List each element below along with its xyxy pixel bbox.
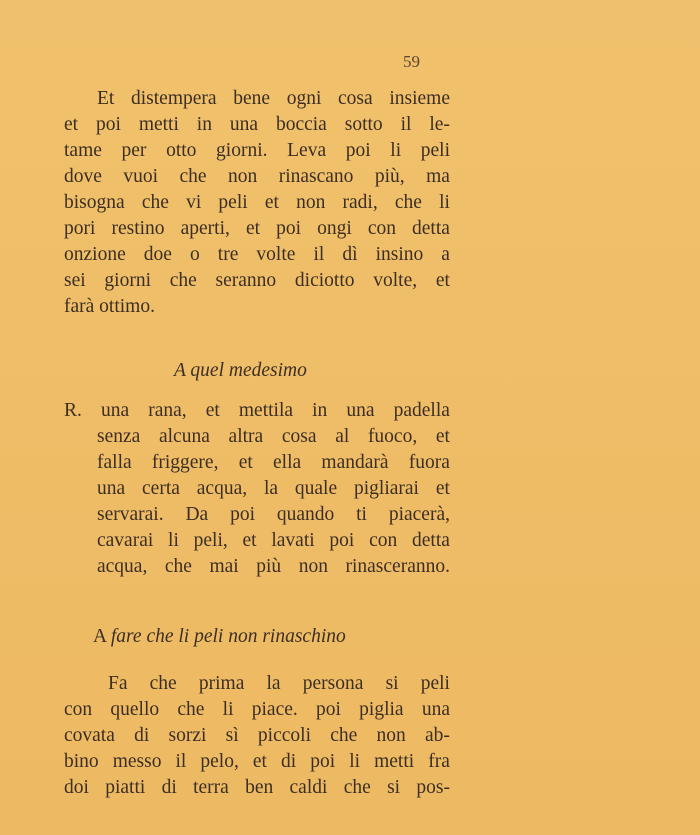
text-line: Fa che prima la persona si peli bbox=[108, 673, 450, 694]
text-line: servarai. Da poi quando ti piacerà, bbox=[97, 504, 450, 525]
text-line: con quello che li piace. poi piglia una bbox=[64, 699, 450, 720]
text-line: bino messo il pelo, et di poi li metti fra bbox=[64, 751, 450, 772]
text-line: sei giorni che seranno diciotto volte, et bbox=[64, 270, 450, 291]
text-line: senza alcuna altra cosa al fuoco, et bbox=[97, 426, 450, 447]
text-line: cavarai li peli, et lavati poi con detta bbox=[97, 530, 450, 551]
text-line: tame per otto giorni. Leva poi li peli bbox=[64, 140, 450, 161]
text-line: et poi metti in una boccia sotto il le- bbox=[64, 114, 450, 135]
section-heading-1 bbox=[174, 358, 307, 384]
text-line: doi piatti di terra ben caldi che si pos- bbox=[64, 777, 450, 798]
text-line: R. una rana, et mettila in una padella bbox=[64, 400, 450, 421]
text-line: falla friggere, et ella mandarà fuora bbox=[97, 452, 450, 473]
text-line: bisogna che vi peli et non radi, che li bbox=[64, 192, 450, 213]
text-line: dove vuoi che non rinascano più, ma bbox=[64, 166, 450, 187]
section-heading-2-lead: A bbox=[93, 626, 107, 647]
text-line: acqua, che mai più non rinasceranno. bbox=[97, 556, 450, 577]
text-line: pori restino aperti, et poi ongi con detta bbox=[64, 218, 450, 239]
text-line: una certa acqua, la quale pigliarai et bbox=[97, 478, 450, 499]
page-number: 59 bbox=[403, 52, 420, 71]
text-line: Et distempera bene ogni cosa insieme bbox=[97, 88, 450, 109]
section-heading-2 bbox=[93, 624, 346, 650]
section-heading-2-italic: fare che li peli non rinaschino bbox=[110, 626, 346, 647]
text-line: covata di sorzi sì piccoli che non ab- bbox=[64, 725, 450, 746]
text-line: onzione doe o tre volte il dì insino a bbox=[64, 244, 450, 265]
section-heading-1-text: A quel medesimo bbox=[174, 360, 307, 381]
text-line: farà ottimo. bbox=[64, 296, 155, 317]
